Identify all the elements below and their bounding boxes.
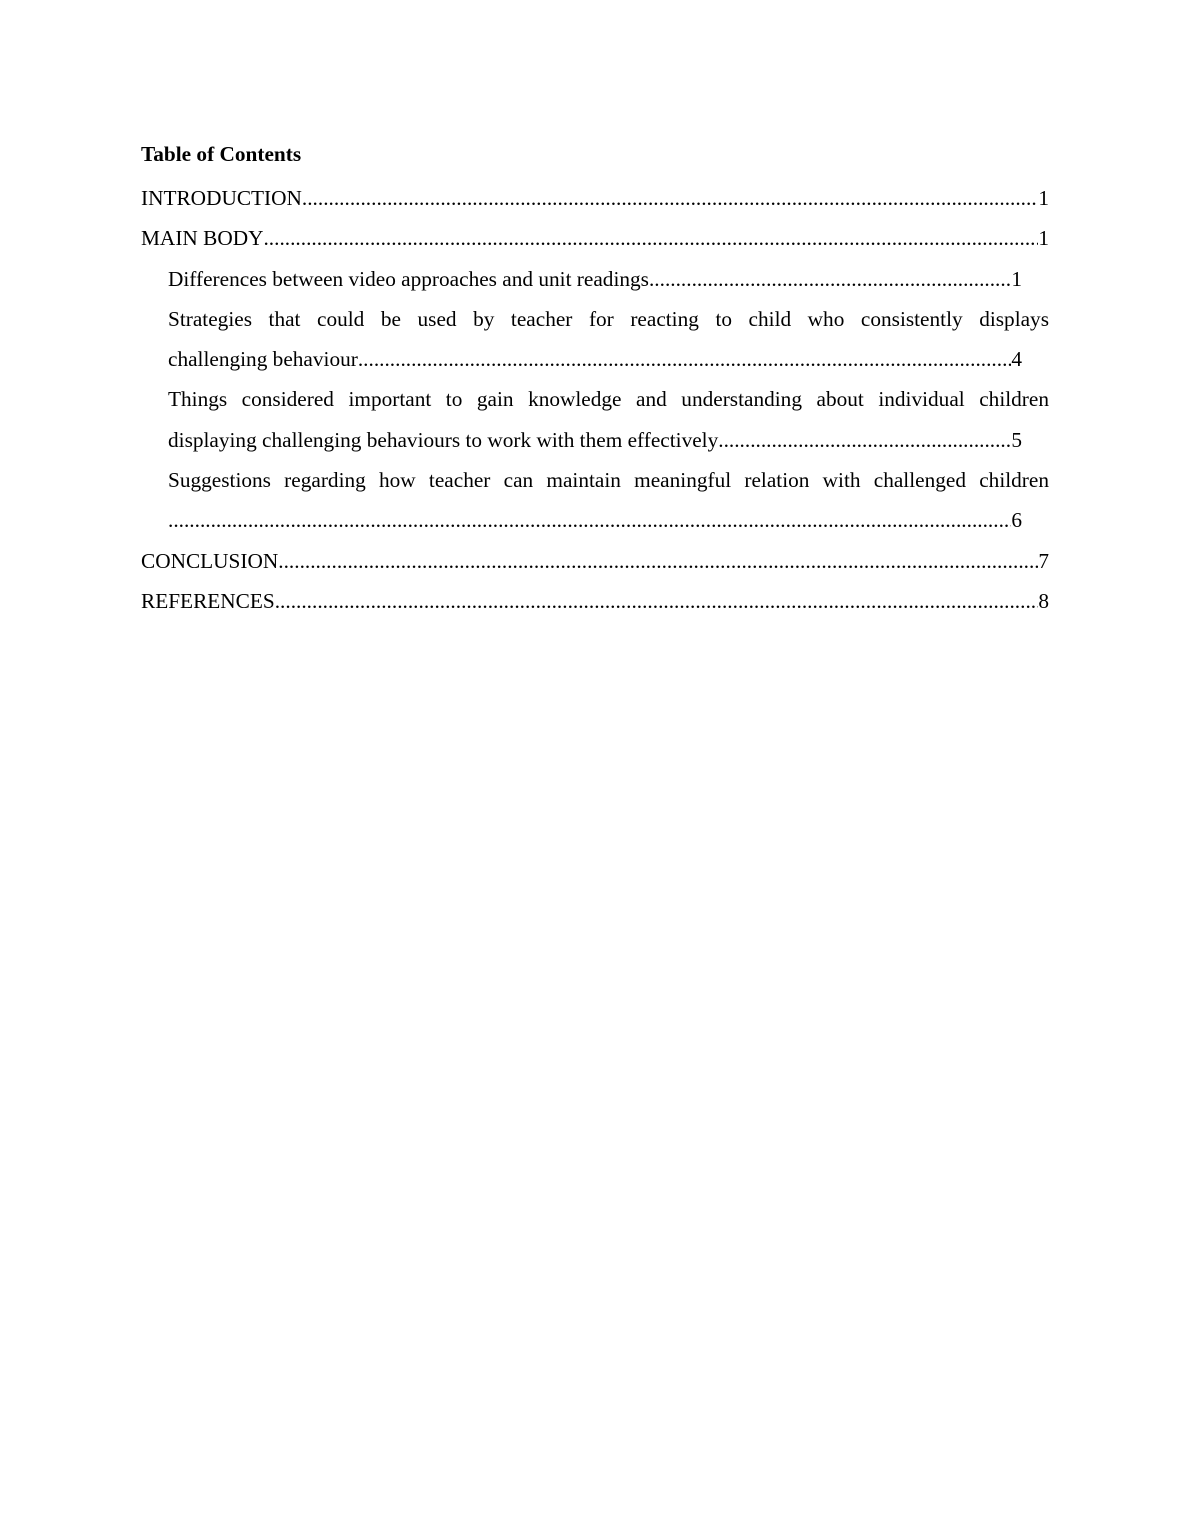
toc-entry-things-considered[interactable] (168, 379, 1049, 460)
toc-entry-first-line: Things considered important to gain knowledge and understanding about individual children (168, 387, 1049, 412)
toc-entry-differences[interactable] (168, 259, 1022, 299)
toc-entry-label: CONCLUSION (141, 548, 279, 573)
toc-entry-main-body[interactable] (141, 218, 1049, 258)
toc-entry-label: displaying challenging behaviours to work with them effectively (168, 427, 719, 452)
toc-entry-references[interactable] (141, 581, 1049, 621)
toc-page-number: 6 (1011, 508, 1022, 533)
table-of-contents (141, 138, 1049, 621)
toc-page-number: 1 (1038, 226, 1049, 251)
toc-dot-leader (263, 218, 1038, 258)
toc-page-number: 8 (1038, 588, 1049, 613)
toc-dot-leader (168, 500, 1011, 540)
toc-dot-leader (302, 178, 1038, 218)
toc-dot-leader (649, 259, 1011, 299)
toc-entry-suggestions[interactable] (168, 460, 1049, 541)
toc-dot-leader (275, 581, 1039, 621)
toc-entry-first-line: Suggestions regarding how teacher can maintain meaningful relation with challenged children (168, 468, 1049, 493)
toc-page-number: 5 (1011, 427, 1022, 452)
toc-entry-conclusion[interactable] (141, 541, 1049, 581)
toc-entry-strategies[interactable] (168, 299, 1049, 380)
toc-entry-introduction[interactable] (141, 178, 1049, 218)
toc-dot-leader (718, 420, 1011, 460)
toc-entry-first-line: Strategies that could be used by teacher for reacting to child who consistently displays (168, 306, 1049, 331)
toc-page-number: 1 (1011, 266, 1022, 291)
toc-dot-leader (358, 339, 1012, 379)
toc-entry-label: Differences between video approaches and unit readings (168, 266, 649, 291)
toc-page-number: 1 (1038, 186, 1049, 210)
toc-dot-leader (278, 541, 1038, 581)
toc-entry-label: challenging behaviour (168, 347, 358, 372)
toc-page-number: 7 (1038, 548, 1049, 573)
toc-title: Table of Contents (141, 142, 302, 166)
toc-entry-label: MAIN BODY (141, 226, 264, 251)
toc-page-number: 4 (1011, 347, 1022, 372)
toc-entry-label: INTRODUCTION (141, 186, 302, 210)
toc-entry-label: REFERENCES (141, 588, 275, 613)
